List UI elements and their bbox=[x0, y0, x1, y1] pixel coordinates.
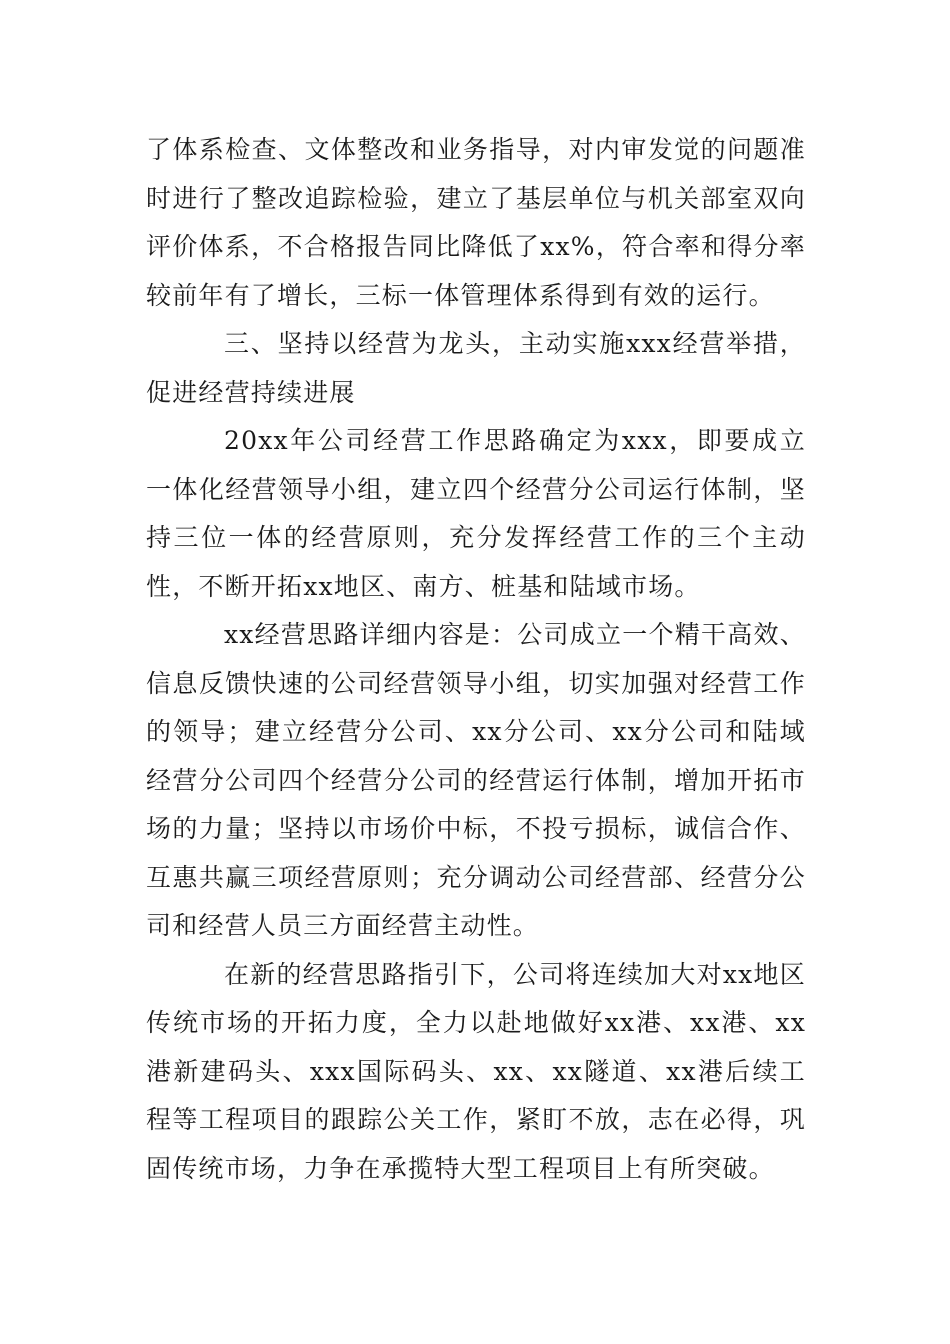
section-heading-three: 三、坚持以经营为龙头，主动实施xxx经营举措，促进经营持续进展 bbox=[146, 329, 806, 407]
document-body bbox=[146, 126, 806, 1193]
paragraph-market-expansion: 在新的经营思路指引下，公司将连续加大对xx地区传统市场的开拓力度，全力以赴地做好xx港、xx港、xx港新建码头、xxx国际码头、xx、xx隧道、xx港后续工程等工程项目的跟踪公关工作，紧盯不放，志在必得，巩固传统市场，力争在承揽特大型工程项目上有所突破。 bbox=[146, 959, 806, 1183]
paragraph-continuation: 了体系检查、文体整改和业务指导，对内审发觉的问题准时进行了整改追踪检验，建立了基层单位与机关部室双向评价体系，不合格报告同比降低了xx%，符合率和得分率较前年有了增长，三标一体管理体系得到有效的运行。 bbox=[146, 135, 806, 310]
paragraph-strategy-details: xx经营思路详细内容是：公司成立一个精干高效、信息反馈快速的公司经营领导小组，切实加强对经营工作的领导；建立经营分公司、xx分公司、xx分公司和陆域经营分公司四个经营分公司的经营运行体制，增加开拓市场的力量；坚持以市场价中标，不投亏损标，诚信合作、互惠共赢三项经营原则；充分调动公司经营部、经营分公司和经营人员三方面经营主动性。 bbox=[146, 620, 806, 940]
paragraph-business-strategy: 20xx年公司经营工作思路确定为xxx，即要成立一体化经营领导小组，建立四个经营分公司运行体制，坚持三位一体的经营原则，充分发挥经营工作的三个主动性，不断开拓xx地区、南方、桩基和陆域市场。 bbox=[146, 426, 806, 601]
